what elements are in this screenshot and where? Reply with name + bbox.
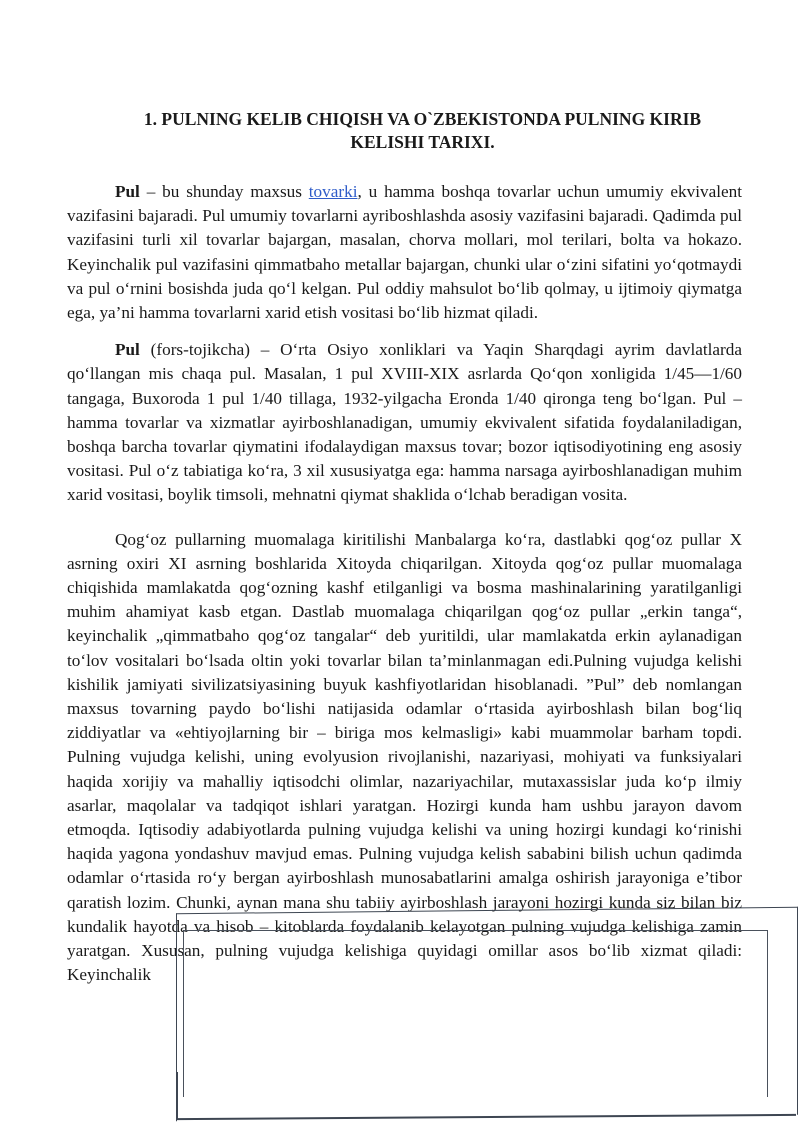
body-text xyxy=(67,180,742,1001)
term-pul-2: Pul xyxy=(115,340,140,360)
scan-frame-left-edge xyxy=(176,1072,178,1120)
tovarki-link[interactable]: tovarki xyxy=(308,182,358,201)
paragraph-1-lead: – bu shunday maxsus xyxy=(139,182,309,201)
paragraph-1-rest: , u hamma boshqa tovarlar uchun umumiy ekvivalent vazifasini bajaradi. Pul umumiy tovarlarni ayriboshlashda asosiy vazifasini bajaradi. Qadimda pul vazifasini turli xil tovarlar bajargan, masalan, chorva mollari, mol terilari, bolta va hokazo. Keyinchalik pul vazifasini qimmatbaho metallar bajargan, chunki ular o‘zini sifatini yo‘qotmaydi va pul o‘rnini bosishda juda qo‘l kelgan. Pul oddiy mahsulot bo‘lib qolmay, u ijtimoiy qiymatga ega, ya’ni hamma tovarlarni xarid etish vositasi bo‘lib hizmat qiladi. xyxy=(67,182,742,323)
scan-frame-bottom-edge xyxy=(176,1114,796,1120)
paragraph-3: Qog‘oz pullarning muomalaga kiritilishi Manbalarga ko‘ra, dastlabki qog‘oz pullar X asrning oxiri XI asrning boshlarida Xitoyda chiqarilgan. Xitoyda qog‘oz pullar muomalaga chiqishida mamlakatda qog‘ozning kashf etilganligi va bosma mashinalarining yaratilganligi muhim ahamiyat kasb etgan. Dastlab muomalaga chiqarilgan qog‘oz pullar „erkin tanga“, keyinchalik „qimmatbaho qog‘oz tangalar“ deb yuritildi, ular mamlakatda erkin aylanadigan to‘lov vositalari bo‘lsada oltin yoki tovarlar bilan ta’minlanmagan edi.Pulning vujudga kelishi kishilik jamiyati sivilizatsiyasining buyuk kashfiyotlaridan hisoblanadi. ”Pul” deb nomlangan maxsus tovarning paydo bo‘lishi natijasida odamlar o‘rtasida ayirboshlash bilan bog‘liq ziddiyatlar va «ehtiyojlarning bir – biriga mos kelmasligi» kabi muammolar barham topdi. Pulning vujudga kelishi, uning evolyusion rivojlanishi, nazariyasi, mohiyati va funksiyalari haqida xorijiy va mahalliy iqtisodchi olimlar, nazariyachilar, mutaxassislar juda ko‘p ilmiy asarlar, maqolalar va tadqiqot ishlari yaratgan. Hozirgi kunda ham ushbu jarayon davom etmoqda. Iqtisodiy adabiyotlarda pulning vujudga kelishi va uning hozirgi kundagi ko‘rinishi haqida yagona yondashuv mavjud emas. Pulning vujudga kelish sababini bilish uchun qadimda odamlar o‘rtasida ro‘y bergan ayirboshlash munosabatlarini amalga oshirish jarayoniga e’tibor qaratish lozim. Chunki, aynan mana shu tabiiy ayirboshlash jarayoni hozirgi kunda siz bilan biz kundalik hayotda va hisob – kitoblarda foydalanib kelayotgan pulning vujudga kelishiga zamin yaratgan. Xususan, pulning vujudga kelishiga quyidagi omillar asos bo‘lib xizmat qiladi: Keyinchalik xyxy=(67,529,742,985)
page-title xyxy=(95,108,750,154)
paragraph-2-rest: (fors-tojikcha) – O‘rta Osiyo xonliklari va Yaqin Sharqdagi ayrim davlatlarda qo‘llangan mis chaqa pul. Masalan, 1 pul XVIII-XIX asrlarda Qo‘qon xonligida 1/45—1/60 tangaga, Buxoroda 1 pul 1/40 tillaga, 1932-yilgacha Eronda 1/40 qironga teng bo‘lgan. Pul – hamma tovarlar va xizmatlar ayirboshlanadigan, umumiy ekvivalent sifatida foydalaniladigan, boshqa barcha tovarlar qiymatini ifodalaydigan maxsus tovar; bozor iqtisodiyotining eng asosiy vositasi. Pul o‘z tabiatiga ko‘ra, 3 xil xususiyatga ega: hamma narsaga ayirboshlanadigan muhim xarid vositasi, boylik timsoli, mehnatni qiymat shaklida o‘lchab beradigan vosita. xyxy=(67,340,742,505)
term-pul: Pul xyxy=(115,182,140,201)
paragraph-1 xyxy=(67,180,742,325)
title-line-1: 1. PULNING KELIB CHIQISH VA O`ZBEKISTONDA PULNING KIRIB xyxy=(143,109,702,129)
paragraph-2 xyxy=(67,338,742,507)
title-line-2: KELISHI TARIXI. xyxy=(350,132,495,152)
